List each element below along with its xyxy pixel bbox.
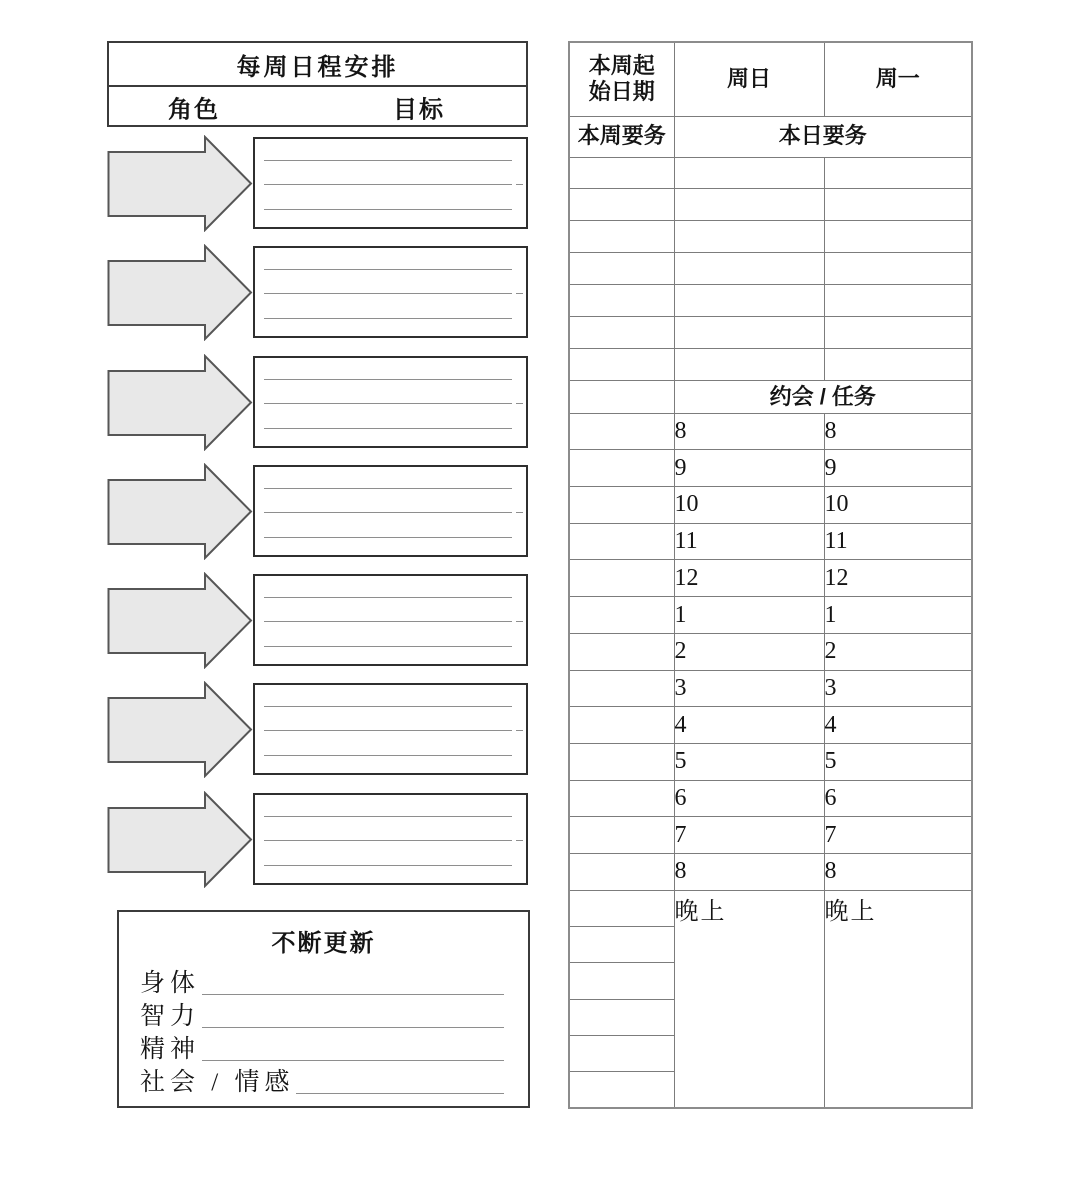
empty-cell — [674, 189, 824, 221]
time-row — [569, 670, 972, 707]
writing-line — [202, 1060, 504, 1061]
writing-line — [264, 184, 512, 185]
renewal-label: 身体 — [140, 970, 201, 997]
table-header-row — [569, 42, 972, 116]
goal-box — [253, 465, 528, 557]
week-start-date-cell — [569, 42, 674, 116]
time-cell: 7 — [674, 817, 824, 854]
empty-row — [569, 157, 972, 189]
right-arrow-icon — [107, 572, 253, 669]
weekly-schedule-table — [568, 41, 973, 1109]
writing-line — [264, 621, 512, 622]
empty-cell — [824, 221, 972, 253]
time-cell: 1 — [824, 597, 972, 634]
writing-line — [264, 379, 512, 380]
empty-cell — [674, 285, 824, 317]
writing-line — [264, 488, 512, 489]
time-row — [569, 633, 972, 670]
empty-cell — [569, 157, 674, 189]
time-cell: 12 — [824, 560, 972, 597]
time-cell: 1 — [674, 597, 824, 634]
time-row — [569, 523, 972, 560]
empty-cell — [569, 487, 674, 524]
empty-cell — [569, 780, 674, 817]
empty-cell — [569, 670, 674, 707]
time-cell: 5 — [674, 743, 824, 780]
empty-row — [569, 316, 972, 348]
time-cell: 3 — [674, 670, 824, 707]
writing-line — [264, 537, 512, 538]
empty-cell — [824, 316, 972, 348]
empty-cell — [674, 253, 824, 285]
right-arrow-icon — [107, 244, 253, 341]
time-cell: 7 — [824, 817, 972, 854]
empty-cell — [569, 890, 674, 926]
goal-row — [107, 463, 528, 560]
time-cell: 8 — [674, 853, 824, 890]
empty-cell — [569, 597, 674, 634]
page-title: 每周日程安排 — [109, 43, 526, 87]
empty-cell — [674, 316, 824, 348]
goal-box — [253, 246, 528, 338]
week-start-line1: 本周起 — [588, 52, 655, 78]
writing-line — [264, 706, 512, 707]
time-row — [569, 817, 972, 854]
writing-line-dash — [516, 293, 523, 294]
time-cell: 8 — [824, 853, 972, 890]
writing-line-dash — [516, 403, 523, 404]
day-priorities-cell: 本日要务 — [674, 116, 972, 157]
empty-cell — [569, 253, 674, 285]
time-row — [569, 413, 972, 450]
time-cell: 4 — [674, 707, 824, 744]
empty-cell — [824, 285, 972, 317]
time-row — [569, 853, 972, 890]
time-row — [569, 780, 972, 817]
empty-cell — [569, 707, 674, 744]
writing-line — [264, 318, 512, 319]
writing-line — [264, 730, 512, 731]
empty-cell — [569, 189, 674, 221]
renewal-box — [117, 910, 530, 1108]
week-priorities-cell: 本周要务 — [569, 116, 674, 157]
writing-line — [264, 403, 512, 404]
role-column-header: 角色 — [168, 96, 220, 124]
writing-line — [264, 209, 512, 210]
empty-row — [569, 189, 972, 221]
writing-line-dash — [516, 184, 523, 185]
time-cell: 4 — [824, 707, 972, 744]
right-arrow-icon — [107, 681, 253, 778]
time-cell: 9 — [674, 450, 824, 487]
right-arrow-icon — [107, 135, 253, 232]
week-start-line2: 始日期 — [588, 79, 655, 105]
goal-row — [107, 791, 528, 888]
writing-line-dash — [516, 730, 523, 731]
renewal-label: 智力 — [140, 1003, 201, 1030]
goal-row — [107, 681, 528, 778]
goal-box — [253, 137, 528, 229]
renewal-row-mental — [140, 999, 504, 1032]
empty-cell — [674, 221, 824, 253]
goal-box — [253, 683, 528, 775]
goal-column-header: 目标 — [393, 96, 445, 124]
empty-cell — [569, 523, 674, 560]
time-cell: 2 — [824, 633, 972, 670]
priorities-header-row — [569, 116, 972, 157]
evening-row — [569, 890, 972, 926]
empty-cell — [569, 221, 674, 253]
time-row — [569, 487, 972, 524]
empty-cell — [824, 253, 972, 285]
empty-cell — [569, 926, 674, 962]
writing-line — [296, 1093, 504, 1094]
writing-line — [264, 816, 512, 817]
empty-cell — [824, 157, 972, 189]
evening-cell-sunday: 晚上 — [674, 890, 824, 1108]
writing-line — [264, 269, 512, 270]
writing-line-dash — [516, 621, 523, 622]
empty-cell — [569, 380, 674, 413]
time-cell: 10 — [824, 487, 972, 524]
empty-row — [569, 253, 972, 285]
time-cell: 11 — [674, 523, 824, 560]
empty-row — [569, 221, 972, 253]
goal-box — [253, 574, 528, 666]
writing-line — [264, 512, 512, 513]
appointments-header-row — [569, 380, 972, 413]
empty-cell — [569, 743, 674, 780]
time-cell: 10 — [674, 487, 824, 524]
goal-box — [253, 356, 528, 448]
renewal-title: 不断更新 — [271, 930, 376, 957]
empty-cell — [569, 999, 674, 1035]
writing-line — [264, 646, 512, 647]
appointments-header-cell: 约会 / 任务 — [674, 380, 972, 413]
renewal-label: 精神 — [140, 1036, 201, 1063]
time-cell: 5 — [824, 743, 972, 780]
right-arrow-icon — [107, 354, 253, 451]
time-cell: 2 — [674, 633, 824, 670]
time-row — [569, 560, 972, 597]
writing-line — [264, 293, 512, 294]
time-cell: 6 — [674, 780, 824, 817]
empty-cell — [569, 963, 674, 999]
empty-cell — [824, 348, 972, 380]
writing-line — [264, 160, 512, 161]
renewal-rows — [140, 966, 504, 1098]
right-arrow-icon — [107, 463, 253, 560]
writing-line — [264, 840, 512, 841]
sunday-header-cell: 周日 — [674, 42, 824, 116]
time-cell: 8 — [824, 413, 972, 450]
writing-line — [264, 597, 512, 598]
time-cell: 9 — [824, 450, 972, 487]
role-goal-header-row — [109, 87, 526, 127]
empty-cell — [569, 1072, 674, 1108]
renewal-row-social-emotional — [140, 1065, 504, 1098]
empty-cell — [569, 316, 674, 348]
time-cell: 12 — [674, 560, 824, 597]
goal-row — [107, 572, 528, 669]
empty-cell — [569, 853, 674, 890]
empty-row — [569, 285, 972, 317]
time-row — [569, 743, 972, 780]
empty-cell — [674, 157, 824, 189]
empty-cell — [569, 285, 674, 317]
writing-line — [264, 428, 512, 429]
writing-line — [202, 994, 504, 995]
empty-cell — [674, 348, 824, 380]
renewal-row-physical — [140, 966, 504, 999]
empty-cell — [569, 348, 674, 380]
goal-box — [253, 793, 528, 885]
empty-cell — [569, 817, 674, 854]
empty-cell — [569, 413, 674, 450]
goal-row — [107, 135, 528, 232]
writing-line-dash — [516, 512, 523, 513]
empty-cell — [569, 450, 674, 487]
time-row — [569, 707, 972, 744]
empty-cell — [569, 560, 674, 597]
time-row — [569, 450, 972, 487]
renewal-row-spiritual — [140, 1032, 504, 1065]
writing-line — [264, 865, 512, 866]
writing-line-dash — [516, 840, 523, 841]
writing-line — [202, 1027, 504, 1028]
time-cell: 11 — [824, 523, 972, 560]
renewal-label: 社会 / 情感 — [140, 1069, 295, 1096]
goal-row — [107, 354, 528, 451]
weekly-schedule-header-box — [107, 41, 528, 127]
writing-line — [264, 755, 512, 756]
empty-cell — [569, 633, 674, 670]
time-row — [569, 597, 972, 634]
empty-cell — [569, 1035, 674, 1071]
empty-cell — [824, 189, 972, 221]
monday-header-cell: 周一 — [824, 42, 972, 116]
time-cell: 3 — [824, 670, 972, 707]
right-arrow-icon — [107, 791, 253, 888]
goal-row — [107, 244, 528, 341]
evening-cell-monday: 晚上 — [824, 890, 972, 1108]
time-cell: 6 — [824, 780, 972, 817]
time-cell: 8 — [674, 413, 824, 450]
empty-row — [569, 348, 972, 380]
